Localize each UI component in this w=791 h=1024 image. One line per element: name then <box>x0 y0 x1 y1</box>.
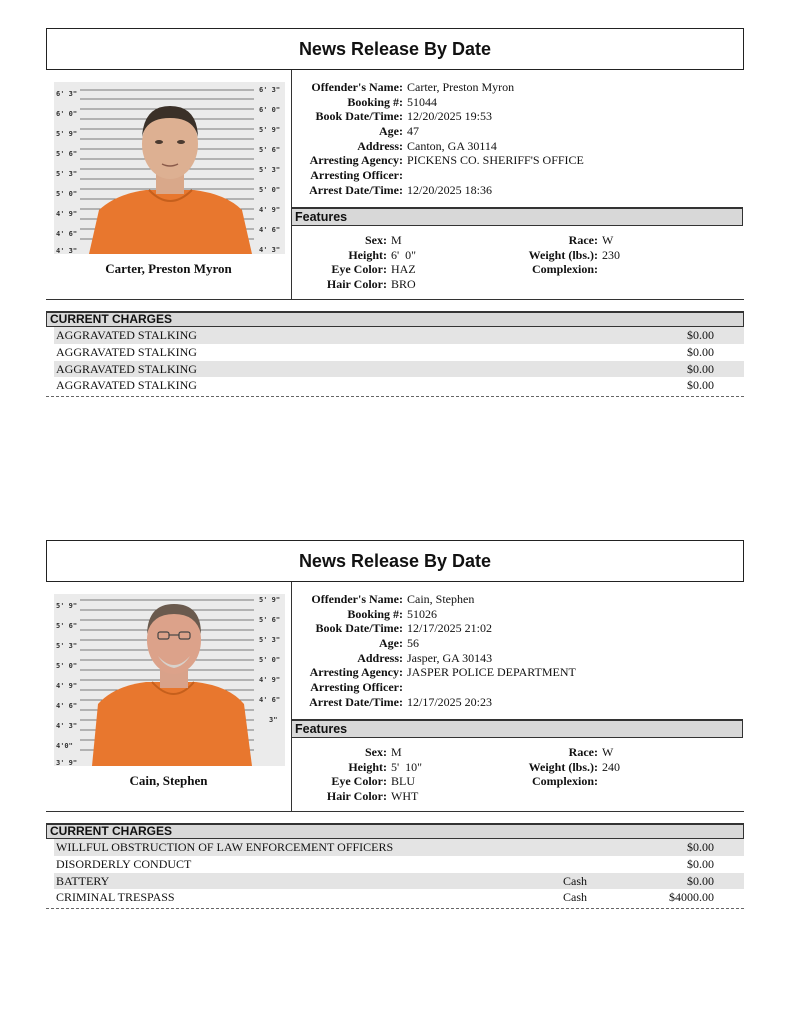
booking-value: 51026 <box>407 606 437 621</box>
field-label: Arresting Officer: <box>310 168 403 183</box>
arrest-date-row <box>291 695 744 710</box>
offender-info-block <box>46 70 744 300</box>
field-label: Arresting Agency: <box>309 153 403 168</box>
mugshot-photo <box>54 82 285 254</box>
booking-row <box>291 95 744 110</box>
height-scale-label: 4' 6" <box>259 696 281 704</box>
features-right-column <box>516 233 620 277</box>
height-scale-label: 3" <box>269 716 278 724</box>
charge-row <box>54 856 744 873</box>
field-label: Arrest Date/Time: <box>309 694 403 709</box>
height-scale-label: 5' 9" <box>259 596 281 604</box>
arrest-date-value: 12/17/2025 20:23 <box>407 694 493 709</box>
offender-record <box>46 28 744 397</box>
height-scale-label: 5' 0" <box>56 662 78 670</box>
address-value: Jasper, GA 30143 <box>407 650 493 665</box>
height-scale-label: 4' 9" <box>56 682 78 690</box>
charge-row <box>54 344 744 361</box>
offender-name-row <box>291 80 744 95</box>
height-row <box>291 760 422 775</box>
height-scale-label: 4' 6" <box>259 226 281 234</box>
charge-name: AGGRAVATED STALKING <box>56 328 197 342</box>
arrest-date-value: 12/20/2025 18:36 <box>407 182 493 197</box>
offender-name-value: Carter, Preston Myron <box>407 80 515 94</box>
complexion-row <box>516 774 620 789</box>
height-scale-label: 5' 3" <box>56 642 78 650</box>
book-date-value: 12/20/2025 19:53 <box>407 109 493 124</box>
charge-amount: $0.00 <box>687 344 714 359</box>
weight-row <box>516 248 620 263</box>
height-scale-label: 6' 3" <box>259 86 281 94</box>
height-scale-label: 5' 6" <box>259 616 281 624</box>
charge-name: AGGRAVATED STALKING <box>56 344 197 359</box>
race-row <box>516 745 620 760</box>
charge-bond-type: Cash <box>563 873 587 888</box>
charge-amount: $0.00 <box>687 378 714 393</box>
hair-value: WHT <box>391 789 419 804</box>
field-label: Address: <box>357 650 403 665</box>
features-left-column <box>291 745 422 804</box>
charge-amount: $0.00 <box>687 328 714 342</box>
charge-amount: $0.00 <box>687 840 714 854</box>
charge-amount: $0.00 <box>687 856 714 871</box>
booking-value: 51044 <box>407 94 437 109</box>
height-scale-label: 4' 3" <box>56 722 78 730</box>
height-scale-label: 5' 9" <box>259 126 281 134</box>
field-label: Sex: <box>365 233 387 247</box>
field-label: Hair Color: <box>326 277 387 292</box>
height-scale-label: 5' 0" <box>259 656 281 664</box>
agency-value: PICKENS CO. SHERIFF'S OFFICE <box>407 153 584 168</box>
height-scale-label: 6' 3" <box>56 90 78 98</box>
height-scale-label: 4' 9" <box>259 676 281 684</box>
charge-amount: $4000.00 <box>669 890 714 905</box>
eye-value: HAZ <box>391 262 416 277</box>
book-date-value: 12/17/2025 21:02 <box>407 621 493 636</box>
height-scale-label: 6' 0" <box>259 106 281 114</box>
height-scale-label: 5' 0" <box>56 190 78 198</box>
height-scale-label: 6' 0" <box>56 110 78 118</box>
weight-value: 240 <box>602 759 620 774</box>
field-label: Eye Color: <box>331 262 387 277</box>
age-row <box>291 636 744 651</box>
book-date-row <box>291 621 744 636</box>
agency-row <box>291 153 744 168</box>
charge-name: WILLFUL OBSTRUCTION OF LAW ENFORCEMENT OFFICERS <box>56 840 394 854</box>
book-date-row <box>291 109 744 124</box>
features-left-column <box>291 233 416 292</box>
hair-row <box>291 277 416 292</box>
charge-row <box>54 873 744 890</box>
height-scale-label: 5' 6" <box>259 146 281 154</box>
report-title-box <box>46 540 744 582</box>
field-label: Complexion: <box>532 774 598 789</box>
field-label: Address: <box>357 138 403 153</box>
field-label: Race: <box>568 233 598 247</box>
height-scale-label: 5' 6" <box>56 622 78 630</box>
field-label: Height: <box>348 247 387 262</box>
race-value: W <box>602 233 614 247</box>
height-scale-label: 3' 9" <box>56 759 78 766</box>
officer-row <box>291 168 744 183</box>
sex-value: M <box>391 745 402 759</box>
address-value: Canton, GA 30114 <box>407 138 497 153</box>
height-scale-label: 5' 9" <box>56 602 78 610</box>
age-value: 47 <box>407 124 419 139</box>
sex-value: M <box>391 233 402 247</box>
charge-bond-type: Cash <box>563 890 587 905</box>
field-label: Weight (lbs.): <box>528 759 598 774</box>
charge-row <box>54 327 744 344</box>
sex-row <box>291 233 416 248</box>
age-value: 56 <box>407 636 419 651</box>
charge-name: DISORDERLY CONDUCT <box>56 856 192 871</box>
features-header: Features <box>291 207 743 226</box>
height-scale-label: 5' 0" <box>259 186 281 194</box>
height-scale-label: 5' 9" <box>56 130 78 138</box>
hair-row <box>291 789 422 804</box>
field-label: Complexion: <box>532 262 598 277</box>
height-scale-label: 5' 3" <box>56 170 78 178</box>
field-label: Height: <box>348 759 387 774</box>
record-separator <box>46 908 744 909</box>
report-title-box <box>46 28 744 70</box>
arrest-date-row <box>291 183 744 198</box>
field-label: Booking #: <box>347 94 403 109</box>
field-label: Arrest Date/Time: <box>309 182 403 197</box>
height-scale-label: 5' 6" <box>56 150 78 158</box>
offender-details <box>291 592 744 710</box>
eye-row <box>291 774 422 789</box>
height-scale-label: 4' 6" <box>56 702 78 710</box>
sex-row <box>291 745 422 760</box>
current-charges-header: CURRENT CHARGES <box>46 823 744 839</box>
offender-photo-caption: Cain, Stephen <box>129 773 208 788</box>
booking-row <box>291 607 744 622</box>
address-row <box>291 651 744 666</box>
field-label: Arresting Officer: <box>310 680 403 695</box>
field-label: Offender's Name: <box>311 80 403 94</box>
charge-row <box>54 889 744 906</box>
field-label: Age: <box>379 636 403 651</box>
mugshot-photo <box>54 594 285 766</box>
address-row <box>291 139 744 154</box>
features-header: Features <box>291 719 743 738</box>
weight-value: 230 <box>602 247 620 262</box>
charge-row <box>54 839 744 856</box>
officer-row <box>291 680 744 695</box>
field-label: Book Date/Time: <box>315 109 403 124</box>
field-label: Weight (lbs.): <box>528 247 598 262</box>
current-charges-header: CURRENT CHARGES <box>46 311 744 327</box>
height-scale-label: 4'0" <box>56 742 73 750</box>
height-scale-label: 5' 3" <box>259 166 281 174</box>
agency-value: JASPER POLICE DEPARTMENT <box>407 665 576 680</box>
hair-value: BRO <box>391 277 416 292</box>
charge-name: AGGRAVATED STALKING <box>56 378 197 393</box>
field-label: Arresting Agency: <box>309 665 403 680</box>
height-scale-label: 4' 3" <box>56 247 78 254</box>
charge-amount: $0.00 <box>687 361 714 376</box>
report-title: News Release By Date <box>298 38 492 59</box>
weight-row <box>516 760 620 775</box>
field-label: Age: <box>379 124 403 139</box>
offender-info-block <box>46 582 744 812</box>
height-scale-label: 4' 9" <box>259 206 281 214</box>
height-scale-label: 4' 9" <box>56 210 78 218</box>
charge-amount: $0.00 <box>687 873 714 888</box>
field-label: Sex: <box>365 745 387 759</box>
race-row <box>516 233 620 248</box>
field-label: Hair Color: <box>326 789 387 804</box>
eye-value: BLU <box>391 774 415 789</box>
height-scale-label: 4' 3" <box>259 246 281 254</box>
offender-name-value: Cain, Stephen <box>407 592 475 606</box>
field-label: Book Date/Time: <box>315 621 403 636</box>
field-label: Booking #: <box>347 606 403 621</box>
charge-name: BATTERY <box>56 873 110 888</box>
features-right-column <box>516 745 620 789</box>
offender-photo-caption: Carter, Preston Myron <box>105 261 232 276</box>
eye-row <box>291 262 416 277</box>
record-separator <box>46 396 744 397</box>
agency-row <box>291 665 744 680</box>
field-label: Eye Color: <box>331 774 387 789</box>
charge-row <box>54 377 744 394</box>
offender-details <box>291 80 744 198</box>
height-row <box>291 248 416 263</box>
field-label: Offender's Name: <box>311 592 403 606</box>
height-value: 6' 0" <box>391 247 417 262</box>
height-scale-label: 4' 6" <box>56 230 78 238</box>
charge-name: CRIMINAL TRESPASS <box>56 890 175 905</box>
race-value: W <box>602 745 614 759</box>
offender-record <box>46 540 744 909</box>
age-row <box>291 124 744 139</box>
charge-name: AGGRAVATED STALKING <box>56 361 197 376</box>
field-label: Race: <box>568 745 598 759</box>
complexion-row <box>516 262 620 277</box>
report-title: News Release By Date <box>298 550 492 571</box>
offender-name-row <box>291 592 744 607</box>
height-value: 5' 10" <box>391 759 423 774</box>
height-scale-label: 5' 3" <box>259 636 281 644</box>
charge-row <box>54 361 744 378</box>
